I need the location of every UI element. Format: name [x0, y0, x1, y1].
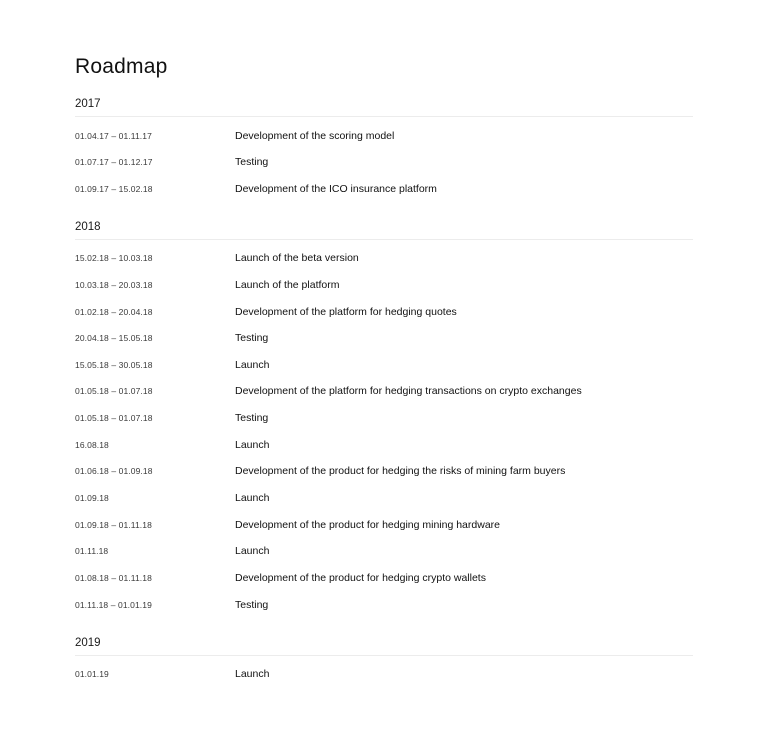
- roadmap-item: [75, 437, 693, 453]
- item-date: 01.04.17 – 01.11.17: [75, 131, 152, 141]
- page-title: Roadmap: [75, 55, 168, 78]
- item-date: 01.02.18 – 20.04.18: [75, 307, 153, 317]
- item-description: Launch of the platform: [235, 279, 340, 291]
- roadmap-item: [75, 463, 693, 479]
- item-date: 20.04.18 – 15.05.18: [75, 333, 153, 343]
- roadmap-item: [75, 330, 693, 346]
- year-heading-2018: 2018: [75, 219, 693, 240]
- roadmap-item: [75, 277, 693, 293]
- item-date: 15.05.18 – 30.05.18: [75, 360, 153, 370]
- item-date: 01.01.19: [75, 669, 109, 679]
- roadmap-item: [75, 597, 693, 613]
- roadmap-item: [75, 517, 693, 533]
- item-description: Launch: [235, 545, 270, 557]
- roadmap-item: [75, 304, 693, 320]
- item-date: 01.05.18 – 01.07.18: [75, 386, 153, 396]
- item-date: 01.07.17 – 01.12.17: [75, 157, 153, 167]
- item-description: Launch: [235, 439, 270, 451]
- roadmap-item: [75, 666, 693, 682]
- item-date: 10.03.18 – 20.03.18: [75, 280, 153, 290]
- item-date: 01.11.18 – 01.01.19: [75, 600, 152, 610]
- item-description: Development of the platform for hedging quotes: [235, 306, 457, 318]
- roadmap-item: [75, 490, 693, 506]
- item-date: 01.06.18 – 01.09.18: [75, 466, 153, 476]
- roadmap-item: [75, 383, 693, 399]
- item-date: 01.09.18 – 01.11.18: [75, 520, 152, 530]
- year-heading-2017: 2017: [75, 96, 693, 117]
- roadmap-item: [75, 250, 693, 266]
- roadmap-item: [75, 154, 693, 170]
- item-description: Development of the product for hedging mining hardware: [235, 519, 500, 531]
- item-date: 01.09.18: [75, 493, 109, 503]
- item-description: Development of the ICO insurance platform: [235, 183, 437, 195]
- item-description: Launch of the beta version: [235, 252, 359, 264]
- roadmap-item: [75, 410, 693, 426]
- item-date: 01.05.18 – 01.07.18: [75, 413, 153, 423]
- item-description: Development of the platform for hedging transactions on crypto exchanges: [235, 385, 582, 397]
- item-description: Development of the product for hedging the risks of mining farm buyers: [235, 465, 566, 477]
- item-description: Testing: [235, 156, 269, 168]
- year-heading-2019: 2019: [75, 635, 693, 656]
- item-description: Development of the scoring model: [235, 130, 395, 142]
- item-description: Launch: [235, 359, 270, 371]
- item-date: 16.08.18: [75, 440, 109, 450]
- item-description: Launch: [235, 668, 270, 680]
- roadmap-item: [75, 181, 693, 197]
- item-description: Development of the product for hedging crypto wallets: [235, 572, 486, 584]
- item-date: 01.08.18 – 01.11.18: [75, 573, 152, 583]
- roadmap-item: [75, 357, 693, 373]
- roadmap-item: [75, 543, 693, 559]
- item-date: 15.02.18 – 10.03.18: [75, 253, 153, 263]
- roadmap-item: [75, 128, 693, 144]
- item-description: Launch: [235, 492, 270, 504]
- item-description: Testing: [235, 332, 269, 344]
- item-description: Testing: [235, 412, 269, 424]
- item-date: 01.09.17 – 15.02.18: [75, 184, 153, 194]
- roadmap-item: [75, 570, 693, 586]
- item-description: Testing: [235, 599, 269, 611]
- item-date: 01.11.18: [75, 546, 109, 556]
